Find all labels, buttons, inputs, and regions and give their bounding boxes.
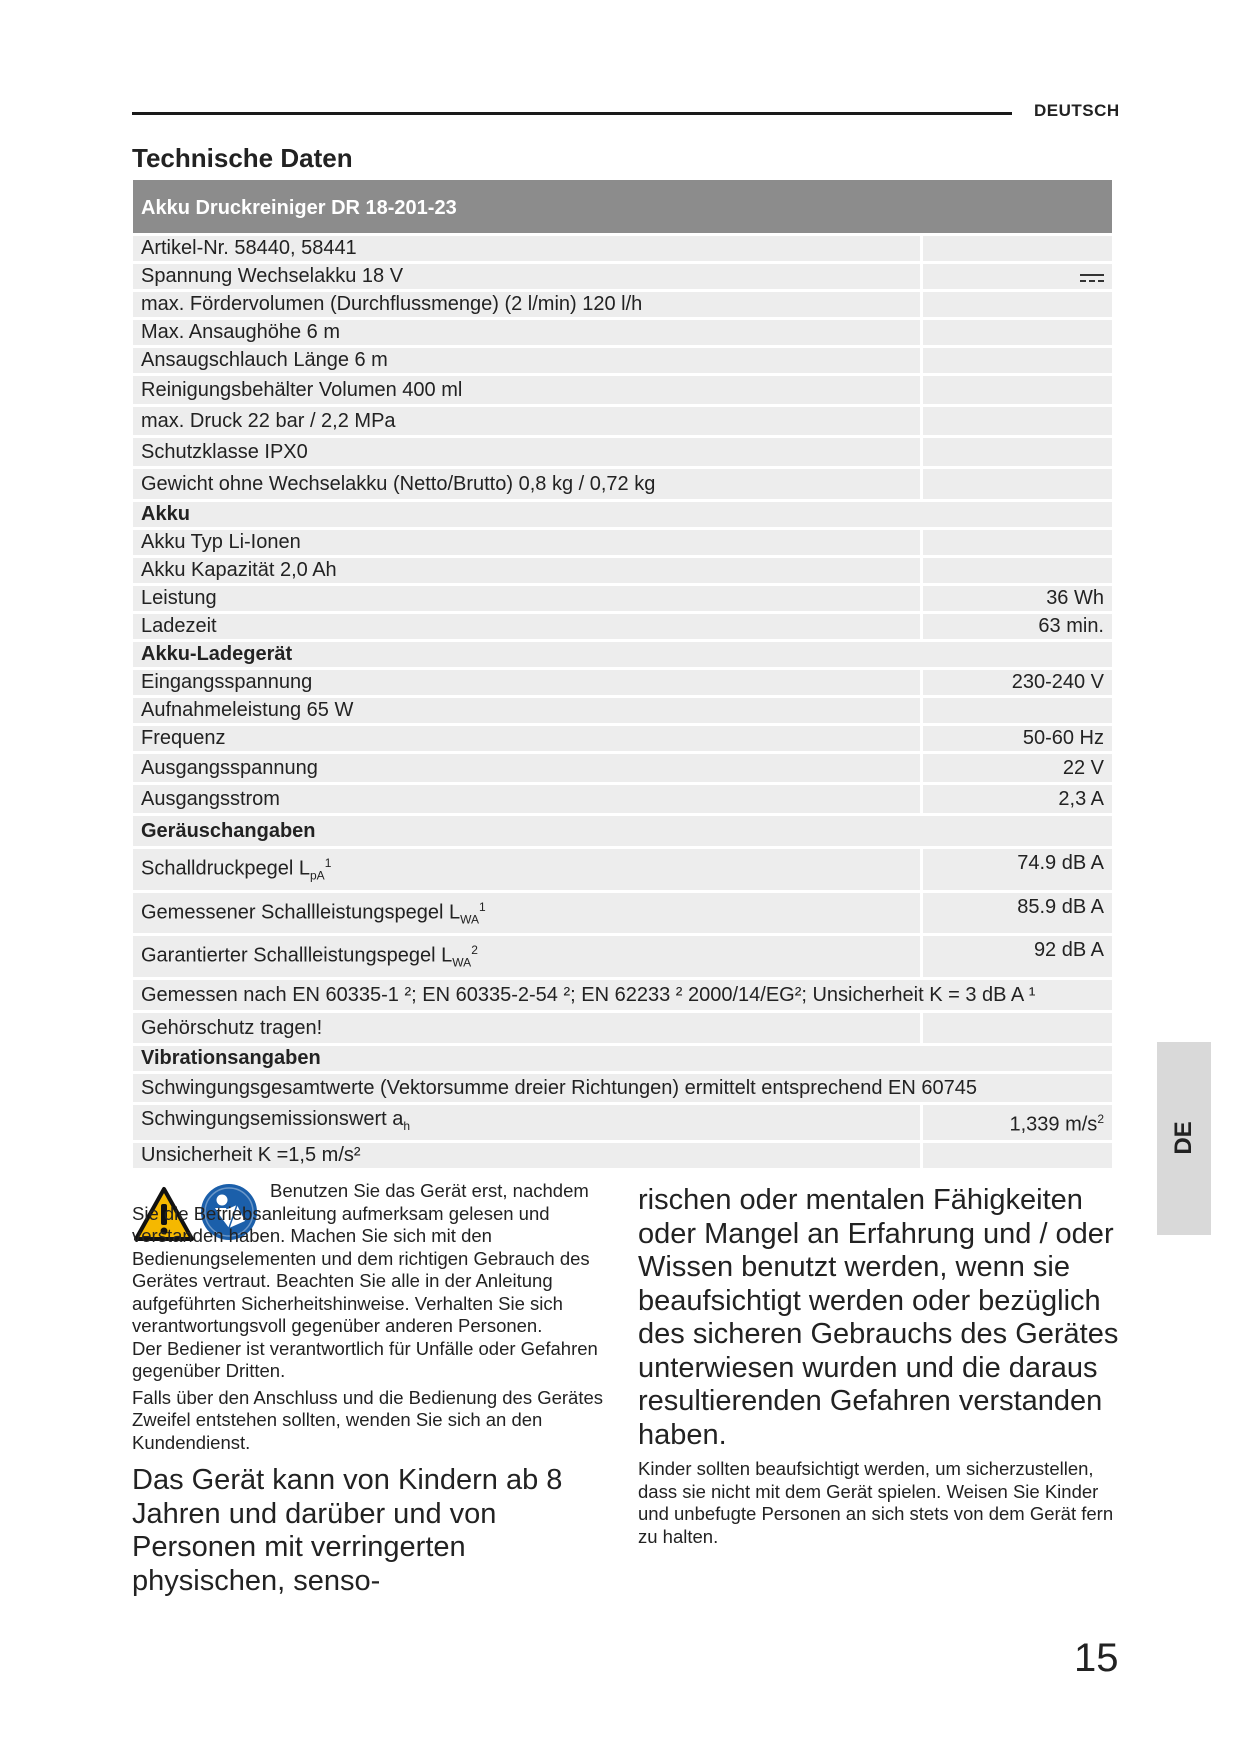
header-rule — [132, 112, 1012, 115]
row-value: 22 V — [1062, 757, 1104, 779]
row-label: Schwingungsemissionswert $a_h$ — [133, 1105, 923, 1140]
table-row — [133, 527, 1112, 555]
row-label: Max. Ansaughöhe 6 m — [133, 320, 923, 345]
row-value — [923, 320, 1112, 345]
row-label: Unsicherheit K =1,5 m/s² — [133, 1143, 923, 1168]
row-label: Aufnahmeleistung 65 W — [133, 698, 923, 723]
page-number: 15 — [1074, 1636, 1119, 1680]
row-value — [923, 407, 1112, 435]
row-label: max. Fördervolumen (Durchflussmenge) (2 l/min) 120 l/h — [133, 292, 923, 317]
row-label: Akku-Ladegerät — [141, 643, 293, 665]
row-value: 85.9 dB A — [1017, 895, 1104, 918]
row-label: Ausgangsstrom — [133, 785, 923, 813]
children-paragraph-part2: rischen oder mentalen Fähigkeiten oder Mangel an Erfahrung und / oder Wissen benutzt werden, wenn sie beaufsichtigt werden oder bezüglich des sicheren Gebrauchs des Gerätes unterwiesen wurden und die daraus resultierenden Gefahren verstanden haben. — [638, 1184, 1119, 1451]
table-row — [133, 890, 1112, 934]
row-label: Gewicht ohne Wechselakku (Netto/Brutto) 0,8 kg / 0,72 kg — [133, 469, 923, 499]
row-label: Akku Kapazität 2,0 Ah — [133, 558, 923, 583]
table-row — [133, 233, 1112, 261]
row-label: Reinigungsbehälter Volumen 400 ml — [133, 376, 923, 404]
row-value — [923, 348, 1112, 373]
spec-table-title: Akku Druckreiniger DR 18-201-23 — [133, 180, 1112, 233]
row-value: 50-60 Hz — [1022, 727, 1104, 749]
table-row — [133, 846, 1112, 890]
table-row — [133, 1102, 1112, 1140]
right-text-column — [638, 1184, 1120, 1548]
row-label: Akku — [141, 503, 190, 525]
language-label: DEUTSCH — [1034, 101, 1120, 120]
row-value — [923, 264, 1112, 289]
table-row — [133, 466, 1112, 499]
section-title: Technische Daten — [132, 143, 353, 173]
table-row — [133, 782, 1112, 813]
table-row — [133, 1010, 1112, 1043]
table-row — [133, 977, 1112, 1010]
row-label: Schutzklasse IPX0 — [133, 438, 923, 466]
row-value — [923, 469, 1112, 499]
table-row — [133, 1071, 1112, 1102]
table-row — [133, 583, 1112, 611]
row-value: 92 dB A — [1033, 939, 1104, 962]
row-label: max. Druck 22 bar / 2,2 MPa — [133, 407, 923, 435]
table-row — [133, 611, 1112, 639]
row-label: Akku Typ Li-Ionen — [133, 530, 923, 555]
row-label: Ladezeit — [133, 614, 923, 639]
table-row — [133, 404, 1112, 435]
row-value — [923, 558, 1112, 583]
row-value: 1,339 $m/s^2$ — [1009, 1111, 1104, 1136]
row-label: Ansaugschlauch Länge 6 m — [133, 348, 923, 373]
row-label: Leistung — [133, 586, 923, 611]
table-row — [133, 667, 1112, 695]
children-paragraph-part1: Das Gerät kann von Kindern ab 8 Jahren und darüber und von Personen mit verringerten physischen, senso- — [132, 1464, 563, 1597]
table-row — [133, 289, 1112, 317]
dc-current-icon — [1080, 274, 1104, 284]
row-label: Frequenz — [133, 726, 923, 751]
intro-paragraph: Benutzen Sie das Gerät erst, nachdem Sie die Betriebsanleitung aufmerksam gelesen und verstanden haben. Machen Sie sich mit den Bedienungselementen und dem richtigen Gebrauch des Gerätes vertraut. Beachten Sie alle in der Anleitung aufgeführten Sicherheitshinweise. Verhalten Sie sich verantwortungsvoll gegenüber anderen Personen. — [132, 1180, 590, 1336]
table-row — [133, 723, 1112, 751]
supervision-paragraph: Kinder sollten beaufsichtigt werden, um sicherzustellen, dass sie nicht mit dem Gerät spielen. Weisen Sie Kinder und unbefugte Personen an sich stets von dem Gerät fern zu halten. — [638, 1458, 1114, 1547]
table-subheading — [133, 1043, 1112, 1071]
row-value — [923, 292, 1112, 317]
left-text-column — [132, 1180, 612, 1598]
row-value — [923, 1143, 1112, 1168]
table-row — [133, 695, 1112, 723]
row-value: 230-240 V — [1011, 671, 1104, 693]
doubts-paragraph: Falls über den Anschluss und die Bedienung des Gerätes Zweifel entstehen sollten, wenden Sie sich an den Kundendienst. — [132, 1386, 604, 1453]
table-subheading — [133, 813, 1112, 846]
table-row — [133, 317, 1112, 345]
spec-table — [133, 180, 1112, 1168]
operator-paragraph: Der Bediener ist verantwortlich für Unfälle oder Gefahren gegenüber Dritten. — [132, 1337, 598, 1381]
table-row — [133, 345, 1112, 373]
table-row — [133, 933, 1112, 977]
table-row — [133, 261, 1112, 289]
table-subheading — [133, 639, 1112, 667]
row-label: Schalldruckpegel $L_{pA}^1$ — [133, 849, 923, 890]
row-label: Schwingungsgesamtwerte (Vektorsumme dreier Richtungen) ermittelt entsprechend EN 60745 — [141, 1076, 977, 1099]
row-label: Geräuschangaben — [141, 820, 316, 842]
table-row — [133, 435, 1112, 466]
row-value — [923, 698, 1112, 723]
row-label: Vibrationsangaben — [141, 1046, 321, 1069]
row-value: 2,3 A — [1058, 788, 1104, 810]
table-row — [133, 751, 1112, 782]
table-row — [133, 555, 1112, 583]
side-tab-label: DE — [1170, 1121, 1197, 1155]
table-subheading — [133, 499, 1112, 527]
row-label: Eingangsspannung — [133, 670, 923, 695]
row-value — [923, 236, 1112, 261]
row-label: Gemessen nach EN 60335-1 ²; EN 60335-2-54 ²; EN 62233 ² 2000/14/EG²; Unsicherheit K = 3 dB A ¹ — [141, 983, 1036, 1006]
row-value — [923, 530, 1112, 555]
row-value: 74.9 dB A — [1017, 852, 1104, 874]
row-value — [923, 438, 1112, 466]
row-value: 63 min. — [1038, 615, 1104, 637]
row-label: Garantierter Schallleistungspegel $L_{WA}^2$ — [133, 936, 923, 977]
row-label: Spannung Wechselakku 18 V — [133, 264, 923, 289]
table-row — [133, 373, 1112, 404]
row-value — [923, 376, 1112, 404]
row-value — [923, 1013, 1112, 1043]
language-side-tab — [1157, 1042, 1211, 1235]
row-value: 36 Wh — [1046, 587, 1104, 609]
row-label: Artikel-Nr. 58440, 58441 — [133, 236, 923, 261]
table-row — [133, 1140, 1112, 1168]
row-label: Gehörschutz tragen! — [133, 1013, 923, 1043]
row-label: Ausgangsspannung — [133, 754, 923, 782]
row-label: Gemessener Schallleistungspegel $L_{WA}^1$ — [133, 893, 923, 934]
